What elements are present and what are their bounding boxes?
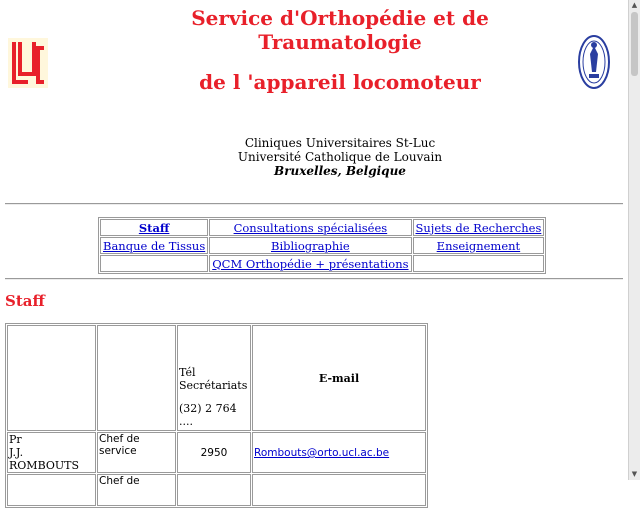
nav-link-enseignement[interactable]: Enseignement — [436, 238, 521, 253]
divider — [5, 278, 623, 280]
page-title — [140, 6, 540, 54]
table-row — [7, 432, 426, 473]
nav-link-consultations[interactable]: Consultations spécialisées — [233, 220, 388, 235]
scroll-up-icon[interactable]: ▲ — [631, 1, 638, 9]
nav-cell — [209, 237, 411, 254]
divider — [5, 203, 623, 205]
staff-extension — [177, 474, 251, 506]
staff-title: Pr — [9, 433, 22, 446]
staff-name-cell — [7, 432, 96, 473]
nav-cell — [413, 219, 545, 236]
vertical-scrollbar[interactable] — [628, 0, 640, 480]
header-dots: .... — [179, 415, 193, 428]
scroll-down-icon[interactable]: ▼ — [631, 470, 638, 478]
nav-link-banque-tissus[interactable]: Banque de Tissus — [103, 238, 206, 253]
table-header-row — [7, 325, 426, 431]
institution-info — [140, 136, 540, 178]
page-subtitle: de l 'appareil locomoteur — [199, 70, 481, 94]
staff-role: Chef de — [97, 474, 176, 506]
staff-extension: 2950 — [177, 432, 251, 473]
nav-cell-empty — [413, 255, 545, 272]
page-title-line2: Traumatologie — [258, 30, 422, 54]
nav-link-sujets-recherches[interactable]: Sujets de Recherches — [415, 220, 542, 235]
header-cell-name — [7, 325, 96, 431]
scrollbar-thumb[interactable] — [631, 12, 638, 76]
nav-cell — [209, 219, 411, 236]
nav-cell — [413, 237, 545, 254]
nav-cell-empty — [100, 255, 208, 272]
section-title-staff: Staff — [5, 292, 45, 310]
staff-name: J.J. ROMBOUTS — [9, 446, 80, 472]
navigation-table — [98, 217, 546, 274]
institution-line2: Université Catholique de Louvain — [237, 150, 443, 164]
nav-link-bibliographie[interactable]: Bibliographie — [271, 238, 350, 253]
institution-city: Bruxelles, Belgique — [274, 164, 406, 178]
nav-cell — [209, 255, 411, 272]
staff-role: Chef de service — [97, 432, 176, 473]
nav-cell — [100, 237, 208, 254]
table-row — [7, 474, 426, 506]
staff-email-cell — [252, 474, 426, 506]
university-seal-icon — [577, 34, 611, 90]
staff-name-cell — [7, 474, 96, 506]
institution-line1: Cliniques Universitaires St-Luc — [244, 136, 436, 150]
nav-cell — [100, 219, 208, 236]
staff-email-cell — [252, 432, 426, 473]
nav-link-staff[interactable]: Staff — [138, 220, 170, 235]
header-cell-phone — [177, 325, 251, 431]
header-secretariats: Secrétariats — [179, 379, 248, 392]
nav-link-qcm[interactable]: QCM Orthopédie + présentations — [212, 256, 409, 271]
header-email: E-mail — [252, 325, 426, 431]
header-tel: Tél — [179, 366, 196, 379]
page-title-line1: Service d'Orthopédie et de — [191, 6, 489, 30]
header-cell-role — [97, 325, 176, 431]
luc-logo — [8, 38, 48, 88]
staff-table — [5, 323, 428, 508]
staff-email-link[interactable]: Rombouts@orto.ucl.ac.be — [254, 447, 390, 459]
header-phone-prefix: (32) 2 764 — [179, 402, 237, 415]
